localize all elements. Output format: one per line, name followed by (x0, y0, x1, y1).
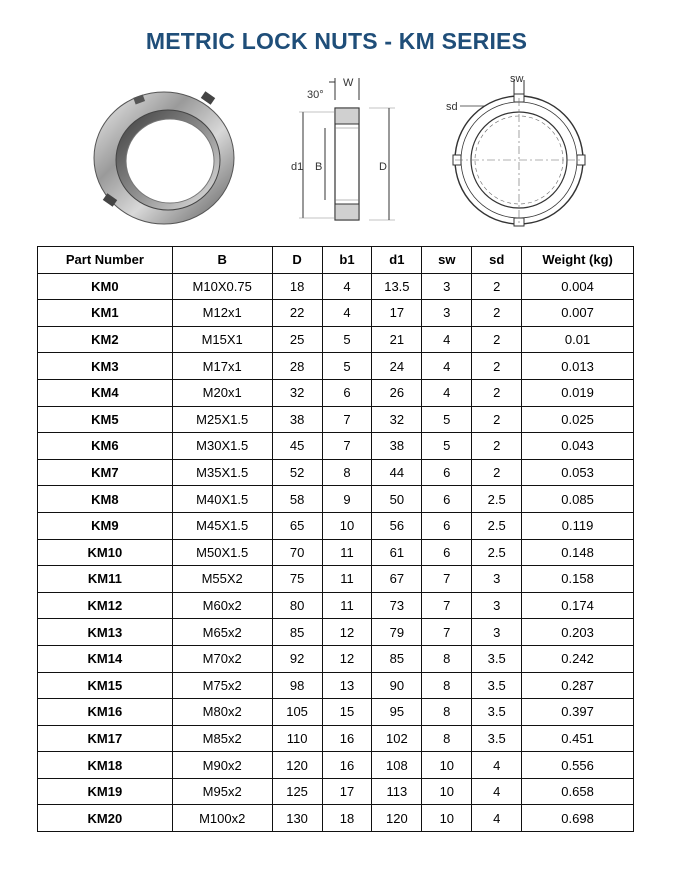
table-cell: 13 (322, 672, 372, 699)
table-cell: 4 (322, 300, 372, 327)
table-row (38, 672, 634, 699)
part-number-cell: KM19 (38, 778, 173, 805)
part-number-cell: KM10 (38, 539, 173, 566)
part-number-cell: KM14 (38, 645, 173, 672)
table-cell: 79 (372, 619, 422, 646)
table-cell: 4 (422, 353, 472, 380)
table-cell: M60x2 (172, 592, 272, 619)
table-cell: M25X1.5 (172, 406, 272, 433)
table-cell: 98 (272, 672, 322, 699)
table-cell: 6 (322, 379, 372, 406)
table-row (38, 459, 634, 486)
table-cell: 0.019 (522, 379, 634, 406)
table-cell: 0.01 (522, 326, 634, 353)
table-cell: 4 (422, 379, 472, 406)
table-cell: 2 (472, 406, 522, 433)
table-cell: M85x2 (172, 725, 272, 752)
table-cell: 120 (372, 805, 422, 832)
table-cell: 58 (272, 486, 322, 513)
table-cell: 0.043 (522, 433, 634, 460)
table-cell: 10 (422, 805, 472, 832)
table-cell: 12 (322, 619, 372, 646)
table-cell: 8 (422, 699, 472, 726)
table-cell: M17x1 (172, 353, 272, 380)
table-cell: 7 (422, 566, 472, 593)
table-cell: M15X1 (172, 326, 272, 353)
part-number-cell: KM18 (38, 752, 173, 779)
table-cell: 28 (272, 353, 322, 380)
table-cell: 11 (322, 592, 372, 619)
sd-label: sd (446, 101, 458, 113)
table-cell: 105 (272, 699, 322, 726)
table-cell: 113 (372, 778, 422, 805)
table-cell: 85 (272, 619, 322, 646)
table-row (38, 592, 634, 619)
table-cell: 24 (372, 353, 422, 380)
table-cell: 8 (422, 645, 472, 672)
table-cell: 0.119 (522, 512, 634, 539)
table-row (38, 619, 634, 646)
table-cell: 3.5 (472, 725, 522, 752)
column-header: Weight (kg) (522, 247, 634, 274)
table-row (38, 512, 634, 539)
column-header: sd (472, 247, 522, 274)
table-cell: 56 (372, 512, 422, 539)
table-cell: 5 (322, 353, 372, 380)
side-section-diagram (285, 72, 405, 232)
part-number-cell: KM7 (38, 459, 173, 486)
table-cell: 0.158 (522, 566, 634, 593)
table-cell: 110 (272, 725, 322, 752)
table-cell: M50X1.5 (172, 539, 272, 566)
table-cell: 45 (272, 433, 322, 460)
table-cell: 2 (472, 300, 522, 327)
part-number-cell: KM9 (38, 512, 173, 539)
table-row (38, 778, 634, 805)
table-cell: 0.004 (522, 273, 634, 300)
table-cell: 125 (272, 778, 322, 805)
table-cell: M40X1.5 (172, 486, 272, 513)
table-cell: 2.5 (472, 539, 522, 566)
table-cell: 16 (322, 725, 372, 752)
table-cell: M10X0.75 (172, 273, 272, 300)
table-cell: 0.287 (522, 672, 634, 699)
part-number-cell: KM2 (38, 326, 173, 353)
table-cell: 4 (472, 805, 522, 832)
front-view-diagram (440, 72, 600, 232)
part-number-cell: KM3 (38, 353, 173, 380)
table-row (38, 566, 634, 593)
table-cell: M12x1 (172, 300, 272, 327)
table-row (38, 406, 634, 433)
table-cell: 15 (322, 699, 372, 726)
d-label: D (379, 161, 387, 173)
table-cell: 4 (472, 778, 522, 805)
table-cell: 4 (422, 326, 472, 353)
table-cell: 90 (372, 672, 422, 699)
table-cell: 26 (372, 379, 422, 406)
table-cell: 5 (322, 326, 372, 353)
table-cell: 0.025 (522, 406, 634, 433)
table-cell: M65x2 (172, 619, 272, 646)
table-cell: 108 (372, 752, 422, 779)
table-row (38, 805, 634, 832)
spec-table (37, 246, 634, 832)
page-title: METRIC LOCK NUTS - KM SERIES (145, 28, 528, 54)
table-cell: 0.085 (522, 486, 634, 513)
table-cell: 16 (322, 752, 372, 779)
table-cell: 21 (372, 326, 422, 353)
table-cell: 4 (322, 273, 372, 300)
table-row (38, 699, 634, 726)
table-cell: 32 (272, 379, 322, 406)
table-cell: 11 (322, 566, 372, 593)
table-body (38, 273, 634, 831)
sw-label: sw (510, 73, 524, 85)
d1-label: d1 (291, 161, 304, 173)
table-cell: 11 (322, 539, 372, 566)
table-cell: 7 (422, 619, 472, 646)
b-label: B (315, 161, 323, 173)
column-header: b1 (322, 247, 372, 274)
table-cell: 0.174 (522, 592, 634, 619)
table-cell: 38 (272, 406, 322, 433)
table-cell: 25 (272, 326, 322, 353)
table-cell: 17 (372, 300, 422, 327)
table-cell: 3.5 (472, 699, 522, 726)
table-cell: M100x2 (172, 805, 272, 832)
column-header: sw (422, 247, 472, 274)
table-cell: M70x2 (172, 645, 272, 672)
table-cell: 7 (422, 592, 472, 619)
table-cell: 70 (272, 539, 322, 566)
table-cell: 0.203 (522, 619, 634, 646)
part-number-cell: KM0 (38, 273, 173, 300)
table-cell: 85 (372, 645, 422, 672)
table-cell: 130 (272, 805, 322, 832)
table-row (38, 752, 634, 779)
table-cell: 120 (272, 752, 322, 779)
table-cell: 44 (372, 459, 422, 486)
table-cell: 0.397 (522, 699, 634, 726)
table-cell: 12 (322, 645, 372, 672)
table-cell: 0.013 (522, 353, 634, 380)
table-cell: M90x2 (172, 752, 272, 779)
table-cell: 0.698 (522, 805, 634, 832)
table-row (38, 539, 634, 566)
lock-nut-photo (82, 78, 242, 238)
table-cell: 3.5 (472, 645, 522, 672)
table-cell: 73 (372, 592, 422, 619)
table-cell: 18 (322, 805, 372, 832)
table-cell: 3 (472, 592, 522, 619)
table-row (38, 379, 634, 406)
table-cell: M75x2 (172, 672, 272, 699)
part-number-cell: KM8 (38, 486, 173, 513)
table-row (38, 725, 634, 752)
table-cell: 5 (422, 433, 472, 460)
table-cell: 0.053 (522, 459, 634, 486)
table-cell: 7 (322, 406, 372, 433)
table-cell: 2.5 (472, 486, 522, 513)
table-cell: 2 (472, 433, 522, 460)
table-cell: 75 (272, 566, 322, 593)
table-cell: 0.451 (522, 725, 634, 752)
table-cell: 92 (272, 645, 322, 672)
table-cell: 8 (422, 672, 472, 699)
table-cell: 5 (422, 406, 472, 433)
table-row (38, 326, 634, 353)
table-row (38, 486, 634, 513)
w-label: W (343, 77, 354, 89)
table-cell: 3 (422, 300, 472, 327)
table-cell: 4 (472, 752, 522, 779)
column-header: Part Number (38, 247, 173, 274)
table-cell: 50 (372, 486, 422, 513)
part-number-cell: KM5 (38, 406, 173, 433)
table-cell: 2 (472, 273, 522, 300)
table-row (38, 433, 634, 460)
angle-label: 30° (307, 89, 324, 101)
table-cell: 52 (272, 459, 322, 486)
table-cell: 8 (322, 459, 372, 486)
part-number-cell: KM4 (38, 379, 173, 406)
table-cell: 22 (272, 300, 322, 327)
table-cell: M20x1 (172, 379, 272, 406)
part-number-cell: KM15 (38, 672, 173, 699)
table-cell: 2 (472, 379, 522, 406)
table-cell: 102 (372, 725, 422, 752)
table-cell: 80 (272, 592, 322, 619)
table-cell: M35X1.5 (172, 459, 272, 486)
part-number-cell: KM16 (38, 699, 173, 726)
table-cell: 8 (422, 725, 472, 752)
table-cell: 3 (472, 566, 522, 593)
table-cell: 13.5 (372, 273, 422, 300)
part-number-cell: KM20 (38, 805, 173, 832)
table-cell: 0.658 (522, 778, 634, 805)
table-cell: 0.007 (522, 300, 634, 327)
table-cell: 6 (422, 459, 472, 486)
table-cell: M30X1.5 (172, 433, 272, 460)
table-cell: 0.148 (522, 539, 634, 566)
part-number-cell: KM6 (38, 433, 173, 460)
table-cell: 6 (422, 539, 472, 566)
column-header: B (172, 247, 272, 274)
table-cell: 67 (372, 566, 422, 593)
table-cell: 18 (272, 273, 322, 300)
table-cell: M95x2 (172, 778, 272, 805)
table-cell: M45X1.5 (172, 512, 272, 539)
table-cell: 9 (322, 486, 372, 513)
part-number-cell: KM11 (38, 566, 173, 593)
column-header: D (272, 247, 322, 274)
table-cell: 32 (372, 406, 422, 433)
table-cell: 2 (472, 326, 522, 353)
table-cell: 10 (422, 778, 472, 805)
table-cell: 65 (272, 512, 322, 539)
part-number-cell: KM1 (38, 300, 173, 327)
part-number-cell: KM17 (38, 725, 173, 752)
part-number-cell: KM12 (38, 592, 173, 619)
table-row (38, 645, 634, 672)
table-row (38, 353, 634, 380)
table-cell: M55X2 (172, 566, 272, 593)
table-row (38, 273, 634, 300)
table-row (38, 300, 634, 327)
table-cell: 10 (422, 752, 472, 779)
table-cell: 6 (422, 512, 472, 539)
table-cell: 0.242 (522, 645, 634, 672)
table-cell: 3.5 (472, 672, 522, 699)
table-cell: 2.5 (472, 512, 522, 539)
table-cell: 7 (322, 433, 372, 460)
table-header-row (38, 247, 634, 274)
table-cell: 38 (372, 433, 422, 460)
table-cell: 6 (422, 486, 472, 513)
table-cell: 2 (472, 459, 522, 486)
table-cell: 17 (322, 778, 372, 805)
table-cell: 2 (472, 353, 522, 380)
table-cell: 0.556 (522, 752, 634, 779)
column-header: d1 (372, 247, 422, 274)
table-cell: 95 (372, 699, 422, 726)
part-number-cell: KM13 (38, 619, 173, 646)
table-cell: 3 (472, 619, 522, 646)
table-cell: 10 (322, 512, 372, 539)
table-cell: M80x2 (172, 699, 272, 726)
table-cell: 61 (372, 539, 422, 566)
table-cell: 3 (422, 273, 472, 300)
